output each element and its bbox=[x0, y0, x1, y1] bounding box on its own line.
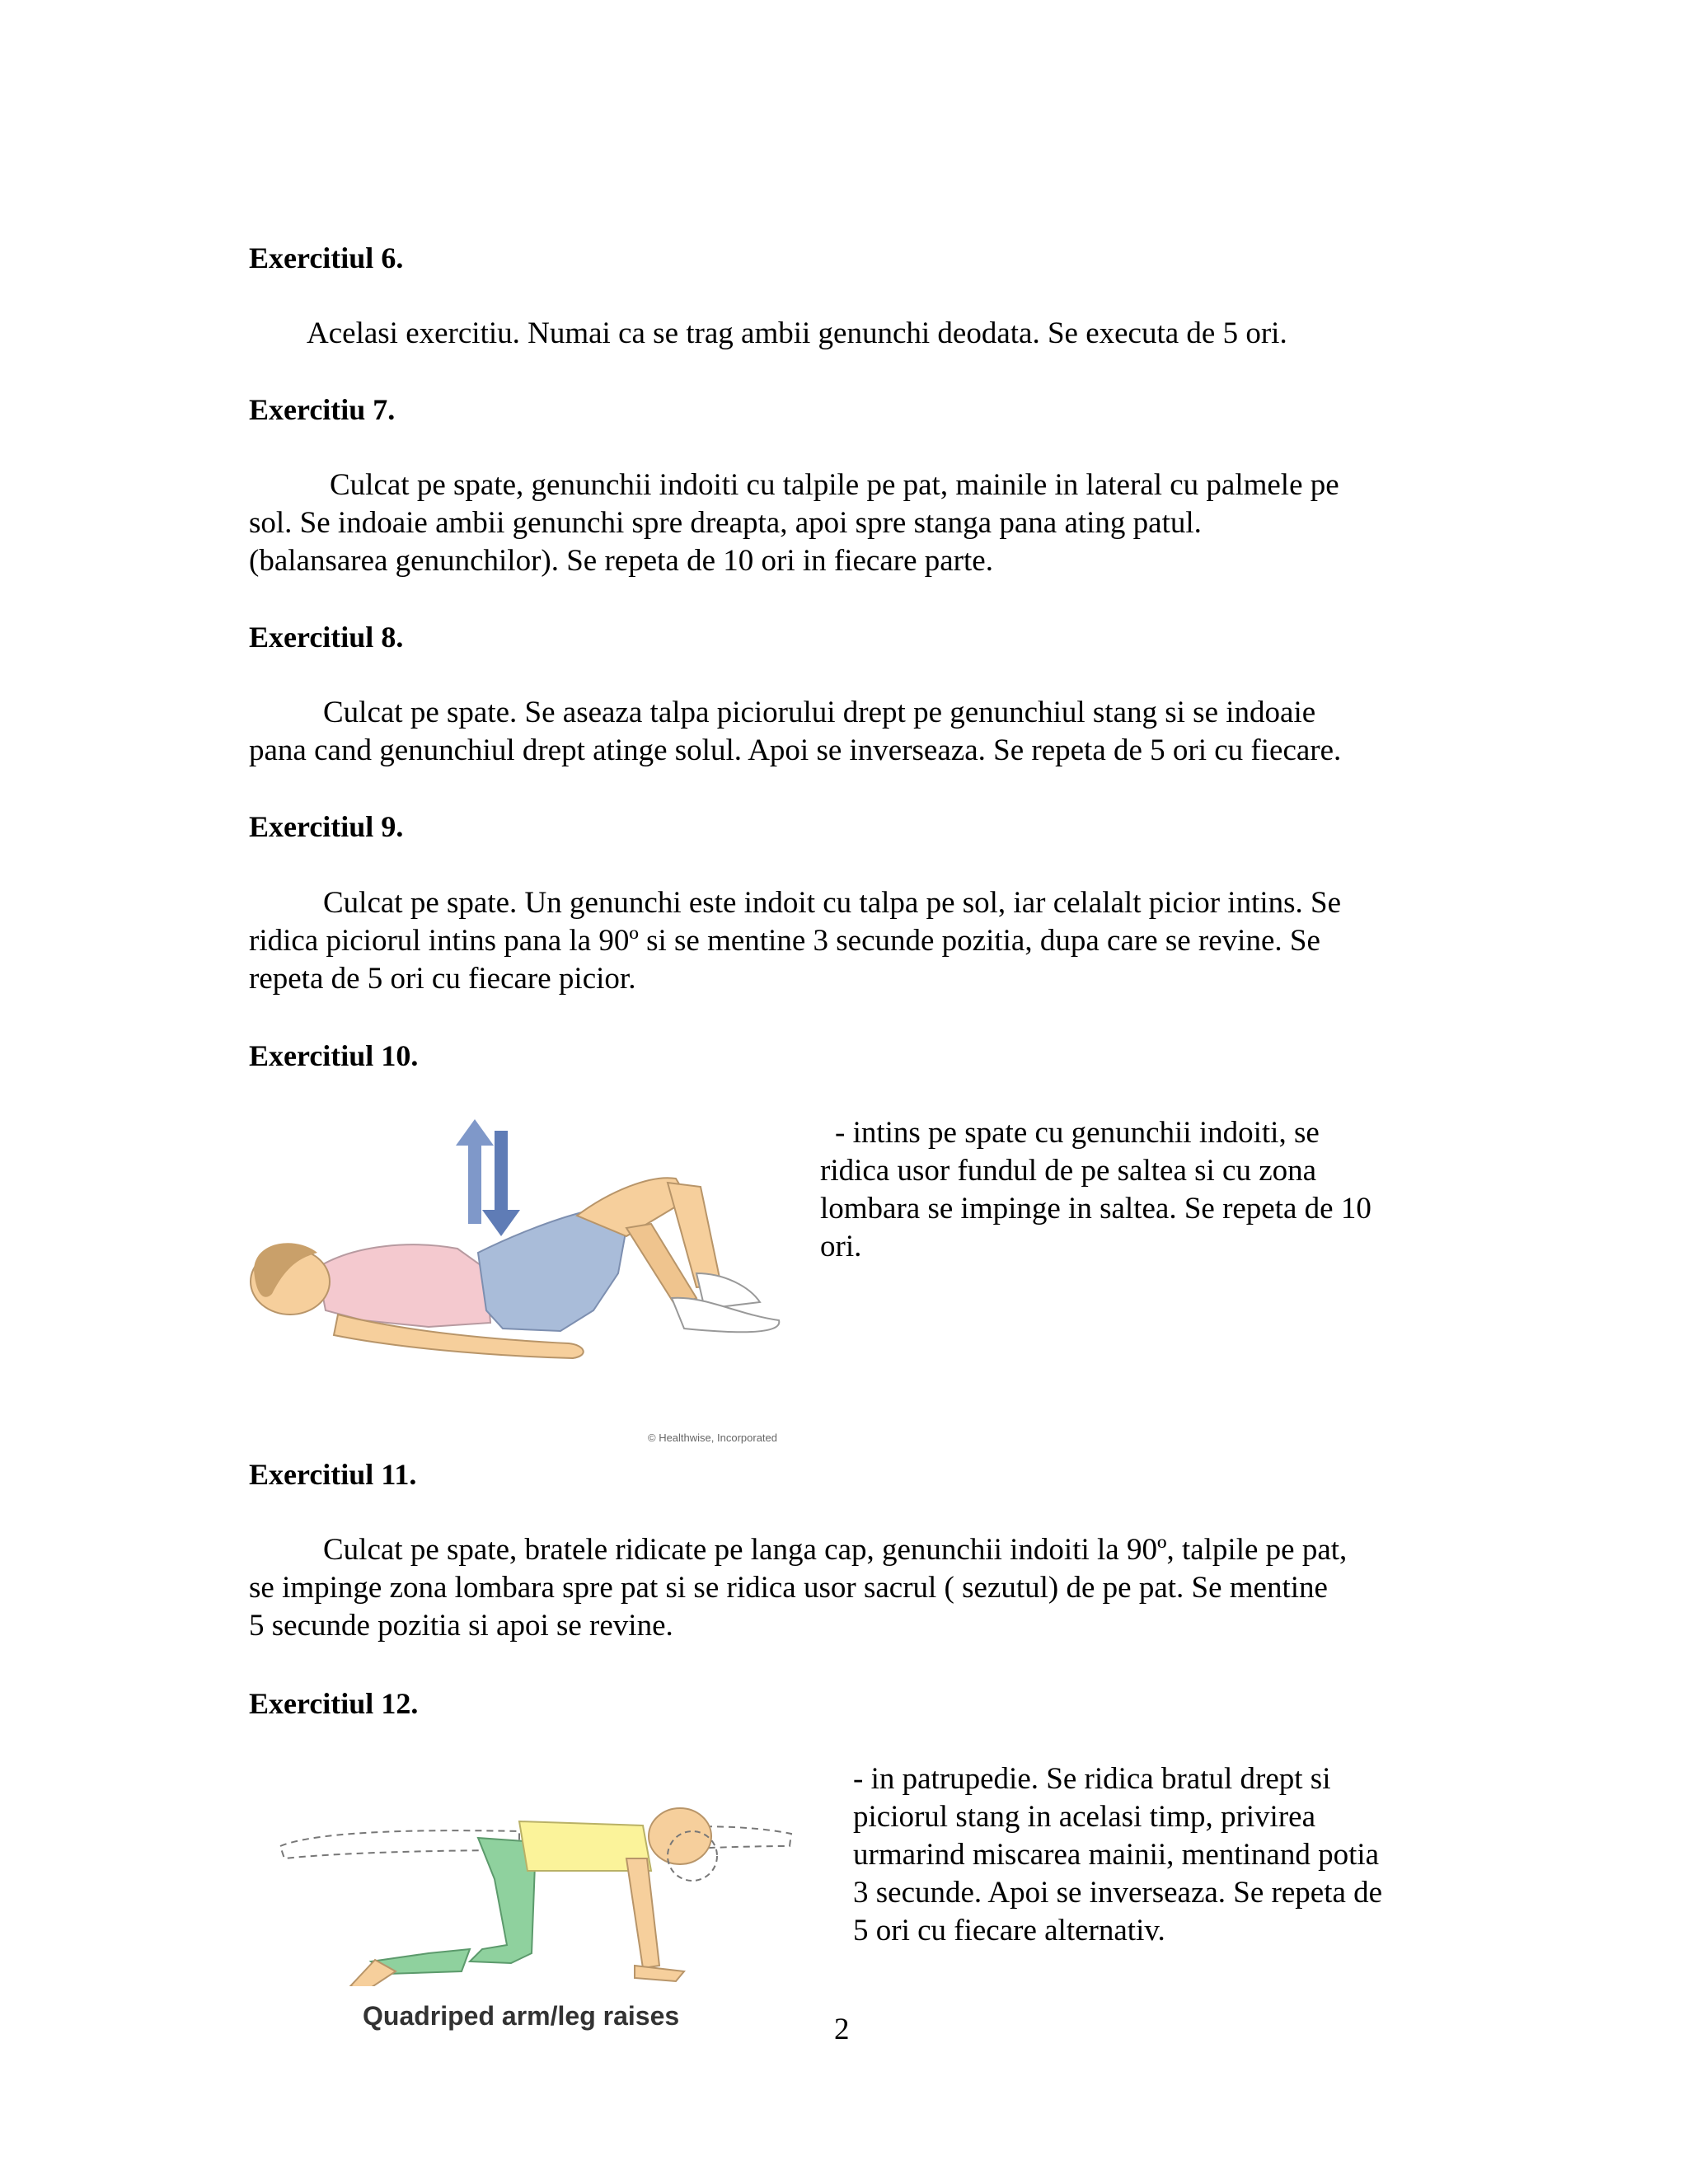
text-line: lombara se impinge in saltea. Se repeta de 10 bbox=[820, 1192, 1372, 1226]
text-line: pana cand genunchiul drept atinge solul. Apoi se inverseaza. Se repeta de 5 ori cu fiecare. bbox=[249, 733, 1342, 767]
heading-exercitiul-9: Exercitiul 9. bbox=[249, 810, 404, 843]
text-line: - intins pe spate cu genunchii indoiti, se bbox=[835, 1116, 1320, 1150]
exercise-10-text bbox=[820, 1114, 1372, 1266]
exercise-6-text bbox=[307, 315, 1287, 353]
text-line: urmarind miscarea mainii, mentinand potia bbox=[853, 1838, 1380, 1872]
exercise-9-text bbox=[249, 884, 1341, 998]
text-line: ridica piciorul intins pana la 90º si se mentine 3 secunde pozitia, dupa care se revine. Se bbox=[249, 924, 1320, 958]
text-line: sol. Se indoaie ambii genunchi spre dreapta, apoi spre stanga pana ating patul. bbox=[249, 506, 1202, 540]
heading-exercitiul-8: Exercitiul 8. bbox=[249, 621, 404, 654]
text-line: - in patrupedie. Se ridica bratul drept si bbox=[853, 1762, 1331, 1796]
heading-exercitiul-11: Exercitiul 11. bbox=[249, 1458, 417, 1491]
text-line: 5 secunde pozitia si apoi se revine. bbox=[249, 1609, 673, 1643]
text-line: se impinge zona lombara spre pat si se ridica usor sacrul ( sezutul) de pe pat. Se mentine bbox=[249, 1571, 1328, 1605]
figure-credit: © Healthwise, Incorporated bbox=[648, 1432, 777, 1444]
text-line: Culcat pe spate. Se aseaza talpa piciorului drept pe genunchiul stang si se indoaie bbox=[323, 696, 1316, 729]
text-line: 5 ori cu fiecare alternativ. bbox=[853, 1914, 1165, 1947]
page-number: 2 bbox=[834, 2013, 850, 2046]
text-line: repeta de 5 ori cu fiecare picior. bbox=[249, 962, 636, 996]
exercise-7-text bbox=[249, 466, 1339, 580]
quadriped-exercise-illustration bbox=[272, 1780, 799, 1986]
text-line: ori. bbox=[820, 1230, 862, 1263]
exercise-11-text bbox=[249, 1531, 1347, 1645]
up-down-arrows-icon bbox=[456, 1119, 520, 1236]
text-line: Culcat pe spate, genunchii indoiti cu talpile pe pat, mainile in lateral cu palmele pe bbox=[330, 468, 1339, 502]
exercise-12-text bbox=[853, 1760, 1382, 1950]
heading-exercitiu-7: Exercitiu 7. bbox=[249, 393, 396, 426]
text-line: (balansarea genunchilor). Se repeta de 10 ori in fiecare parte. bbox=[249, 544, 993, 578]
heading-exercitiul-6: Exercitiul 6. bbox=[249, 241, 404, 274]
text-line: piciorul stang in acelasi timp, privirea bbox=[853, 1800, 1315, 1834]
text-line: 3 secunde. Apoi se inverseaza. Se repeta de bbox=[853, 1876, 1383, 1910]
text-line: Acelasi exercitiu. Numai ca se trag ambii genunchi deodata. Se executa de 5 ori. bbox=[307, 316, 1287, 350]
figure-caption: Quadriped arm/leg raises bbox=[363, 2001, 680, 2031]
heading-exercitiul-10: Exercitiul 10. bbox=[249, 1039, 419, 1072]
bridge-exercise-illustration bbox=[239, 1104, 799, 1442]
exercise-8-text bbox=[249, 694, 1341, 770]
heading-exercitiul-12: Exercitiul 12. bbox=[249, 1687, 419, 1720]
text-line: ridica usor fundul de pe saltea si cu zona bbox=[820, 1154, 1317, 1188]
text-line: Culcat pe spate. Un genunchi este indoit cu talpa pe sol, iar celalalt picior intins. Se bbox=[323, 886, 1342, 920]
text-line: Culcat pe spate, bratele ridicate pe langa cap, genunchii indoiti la 90º, talpile pe pat, bbox=[323, 1533, 1348, 1567]
